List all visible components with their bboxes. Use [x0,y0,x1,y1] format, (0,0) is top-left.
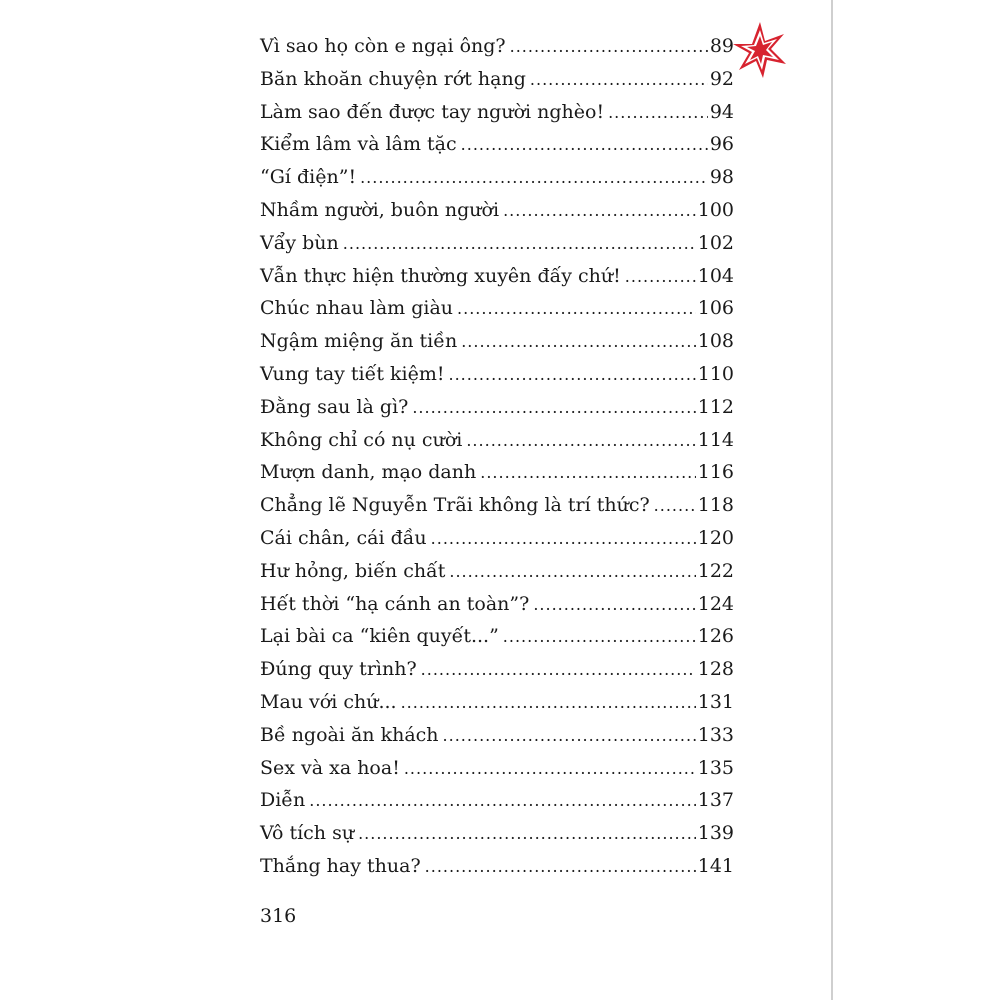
toc-entry-title: Sex và xa hoa! [260,756,400,779]
toc-entry-title: Cái chân, cái đầu [260,526,427,549]
table-of-contents [260,35,734,888]
toc-entry-title: Nhầm người, buôn người [260,198,500,221]
toc-entry-title: Chẳng lẽ Nguyễn Trãi không là trí thức? [260,494,650,517]
toc-entry [260,560,734,593]
toc-dot-leader [503,627,696,646]
toc-entry [260,789,734,822]
toc-entry [260,133,734,166]
toc-entry [260,625,734,658]
toc-dot-leader [401,693,696,712]
toc-entry [260,691,734,724]
toc-entry-page: 139 [697,822,734,845]
toc-dot-leader [309,791,695,810]
toc-entry-title: Vì sao họ còn e ngại ông? [260,35,506,57]
toc-entry-title: Không chỉ có nụ cười [260,428,463,451]
toc-entry-page: 128 [697,658,734,681]
toc-entry-page: 100 [697,198,734,221]
toc-entry-page: 106 [697,297,734,320]
toc-entry [260,461,734,494]
toc-entry-page: 112 [697,395,734,418]
toc-entry [260,363,734,396]
toc-dot-leader [421,660,696,679]
toc-entry-page: 110 [697,362,734,385]
toc-entry [260,166,734,199]
toc-entry [260,822,734,855]
toc-entry-page: 104 [697,264,734,287]
toc-entry [260,297,734,330]
toc-dot-leader [412,398,695,417]
toc-entry-page: 92 [709,67,734,90]
toc-dot-leader [533,595,695,614]
toc-entry-title: Hết thời “hạ cánh an toàn”? [260,592,530,615]
toc-dot-leader [358,824,696,843]
toc-entry-title: Chúc nhau làm giàu [260,297,454,320]
toc-entry-page: 98 [709,166,734,189]
toc-entry-title: Đằng sau là gì? [260,395,409,418]
toc-entry-page: 118 [697,494,734,517]
toc-entry-title: Vô tích sự [260,822,355,845]
toc-entry-page: 116 [697,461,734,484]
toc-entry-title: Mượn danh, mạo danh [260,461,477,484]
toc-dot-leader [457,299,696,318]
toc-entry-title: Hư hỏng, biến chất [260,559,446,582]
toc-entry-title: Vẫn thực hiện thường xuyên đấy chứ! [260,264,621,287]
toc-entry-title: “Gí điện”! [260,166,357,189]
toc-entry-page: 141 [697,854,734,877]
red-star-emblem-icon [730,20,790,80]
toc-entry-title: Vẩy bùn [260,231,339,254]
toc-entry-page: 102 [697,231,734,254]
toc-entry-page: 94 [709,100,734,123]
toc-entry-title: Làm sao đến được tay người nghèo! [260,100,605,123]
toc-dot-leader [449,562,695,581]
toc-dot-leader [425,857,696,876]
toc-entry-title: Vung tay tiết kiệm! [260,362,445,385]
toc-entry-title: Bề ngoài ăn khách [260,723,439,746]
toc-entry [260,494,734,527]
toc-dot-leader [530,70,708,89]
toc-entry [260,855,734,888]
toc-entry-page: 108 [697,330,734,353]
toc-entry-page: 120 [697,526,734,549]
toc-entry-page: 137 [697,789,734,812]
toc-entry [260,101,734,134]
toc-dot-leader [461,332,696,351]
toc-entry [260,527,734,560]
toc-entry [260,330,734,363]
toc-entry-title: Đúng quy trình? [260,658,417,681]
toc-entry-page: 124 [697,592,734,615]
toc-dot-leader [654,496,696,515]
toc-entry [260,199,734,232]
toc-dot-leader [480,463,695,482]
toc-dot-leader [625,267,696,286]
toc-entry-title: Lại bài ca “kiên quyết...” [260,625,499,648]
toc-entry [260,429,734,462]
toc-entry [260,757,734,790]
toc-dot-leader [431,529,696,548]
toc-entry-page: 96 [709,133,734,156]
toc-dot-leader [360,168,708,187]
toc-entry-page: 89 [709,35,734,57]
toc-dot-leader [503,201,696,220]
toc-entry-title: Diễn [260,789,306,812]
toc-dot-leader [510,37,708,56]
toc-dot-leader [608,103,708,122]
toc-entry-page: 114 [697,428,734,451]
page-number: 316 [260,905,297,927]
toc-dot-leader [404,759,696,778]
toc-entry-title: Ngậm miệng ăn tiền [260,330,458,353]
toc-dot-leader [466,431,695,450]
toc-entry [260,35,734,68]
toc-dot-leader [443,726,696,745]
toc-entry [260,232,734,265]
toc-entry-page: 133 [697,723,734,746]
toc-entry [260,68,734,101]
toc-entry [260,265,734,298]
toc-entry-page: 131 [697,690,734,713]
toc-entry-title: Mau với chứ... [260,690,397,713]
toc-entry-title: Thắng hay thua? [260,854,421,877]
toc-entry [260,724,734,757]
toc-entry-page: 126 [697,625,734,648]
toc-entry-title: Kiểm lâm và lâm tặc [260,133,457,156]
page-edge-line [831,0,833,1000]
toc-entry-title: Băn khoăn chuyện rớt hạng [260,67,526,90]
toc-entry-page: 122 [697,559,734,582]
toc-dot-leader [461,135,708,154]
toc-dot-leader [448,365,695,384]
toc-entry-page: 135 [697,756,734,779]
toc-entry [260,658,734,691]
toc-entry [260,593,734,626]
toc-dot-leader [343,234,696,253]
toc-entry [260,396,734,429]
